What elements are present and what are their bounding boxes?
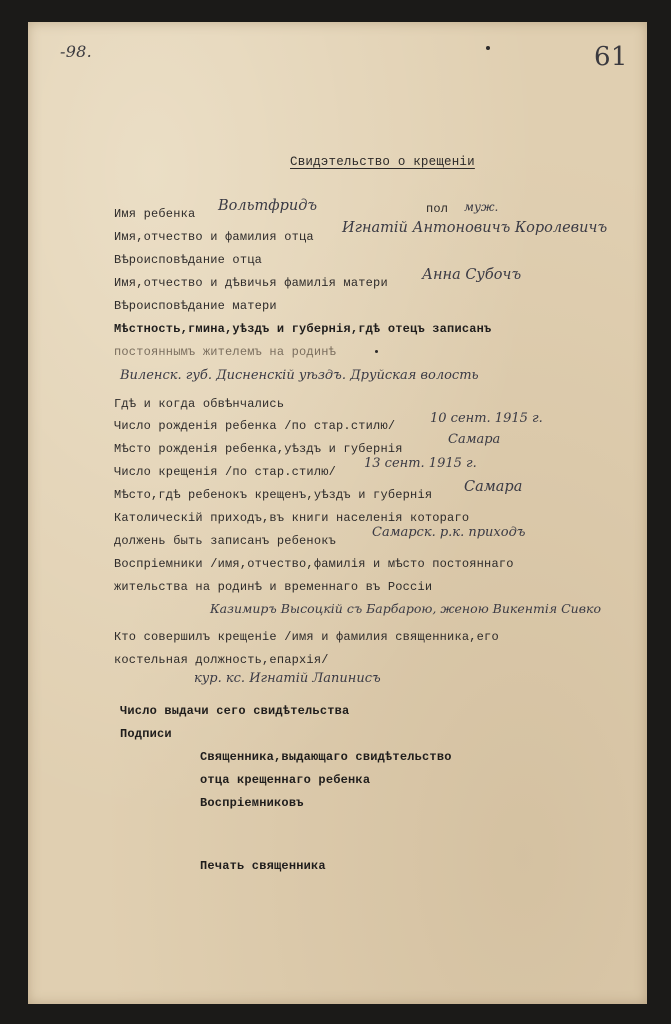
issue-date-label: Число выдачи сего свидѣтельства	[120, 704, 350, 718]
document-page	[28, 22, 647, 1004]
document-title: Свидэтельство о крещеніи	[290, 155, 475, 169]
birth-place-label: Мѣсто рожденія ребенка,уѣздъ и губернія	[114, 442, 403, 456]
baptism-date-value: 13 сент. 1915 г.	[364, 456, 477, 471]
sex-value: муж.	[464, 200, 499, 214]
signatures-label: Подписи	[120, 727, 172, 741]
residence-label-cont: постояннымъ жителемъ на родинѣ	[114, 345, 337, 359]
father-name-value: Игнатій Антоновичъ Королевичъ	[342, 220, 608, 236]
priest-value: кур. кс. Игнатій Лапинисъ	[194, 671, 381, 686]
sex-label: пол	[426, 202, 449, 216]
residence-value: Виленск. губ. Дисненскій уѣздъ. Друйская волость	[120, 368, 479, 383]
parish-label-cont: должень быть записанъ ребенокъ	[114, 534, 337, 548]
father-religion-label: Вѣроисповѣдание отца	[114, 253, 263, 267]
signature-priest: Священника,выдающаго свидѣтельство	[200, 750, 452, 764]
baptism-date-label: Число крещенія /по стар.стилю/	[114, 465, 337, 479]
archive-number-left: -98.	[60, 42, 93, 61]
mother-religion-label: Вѣроисповѣдание матери	[114, 299, 277, 313]
birth-date-label: Число рожденія ребенка /по стар.стилю/	[114, 419, 396, 433]
parish-value: Самарск. р.к. приходъ	[372, 525, 526, 540]
priest-label: Кто совершилъ крещеніе /имя и фамилия священника,его	[114, 630, 499, 644]
baptism-place-value: Самара	[464, 479, 523, 495]
mother-name-value: Анна Субочъ	[422, 267, 522, 283]
child-name-label: Имя ребенка	[114, 207, 196, 221]
godparents-label: Воспріемники /имя,отчество,фамилія и мѣсто постояннаго	[114, 557, 514, 571]
mother-name-label: Имя,отчество и дѣвичья фамилія матери	[114, 276, 388, 290]
priest-label-cont: костельная должность,епархія/	[114, 653, 329, 667]
father-name-label: Имя,отчество и фамилия отца	[114, 230, 314, 244]
archive-page-number: 61	[594, 42, 628, 72]
child-name-value: Вольтфридъ	[218, 198, 318, 214]
residence-label: Мѣстность,гмина,уѣздъ и губернія,гдѣ отецъ записанъ	[114, 322, 492, 336]
godparents-value: Казимиръ Высоцкій съ Барбарою, женою Викентія Сивко	[210, 601, 601, 616]
ink-dot	[486, 46, 490, 50]
seal-label: Печать священника	[200, 859, 326, 873]
signature-godparents: Воспріемниковъ	[200, 796, 304, 810]
birth-date-value: 10 сент. 1915 г.	[430, 411, 543, 426]
signature-father: отца крещеннаго ребенка	[200, 773, 371, 787]
marriage-label: Гдѣ и когда обвѣнчались	[114, 397, 285, 411]
birth-place-value: Самара	[448, 432, 501, 447]
baptism-place-label: Мѣсто,гдѣ ребенокъ крещенъ,уѣздъ и губернія	[114, 488, 433, 502]
ink-dot	[375, 350, 378, 353]
parish-label: Католическій приходъ,въ книги населенія котораго	[114, 511, 470, 525]
godparents-label-cont: жительства на родинѣ и временнаго въ Россіи	[114, 580, 433, 594]
